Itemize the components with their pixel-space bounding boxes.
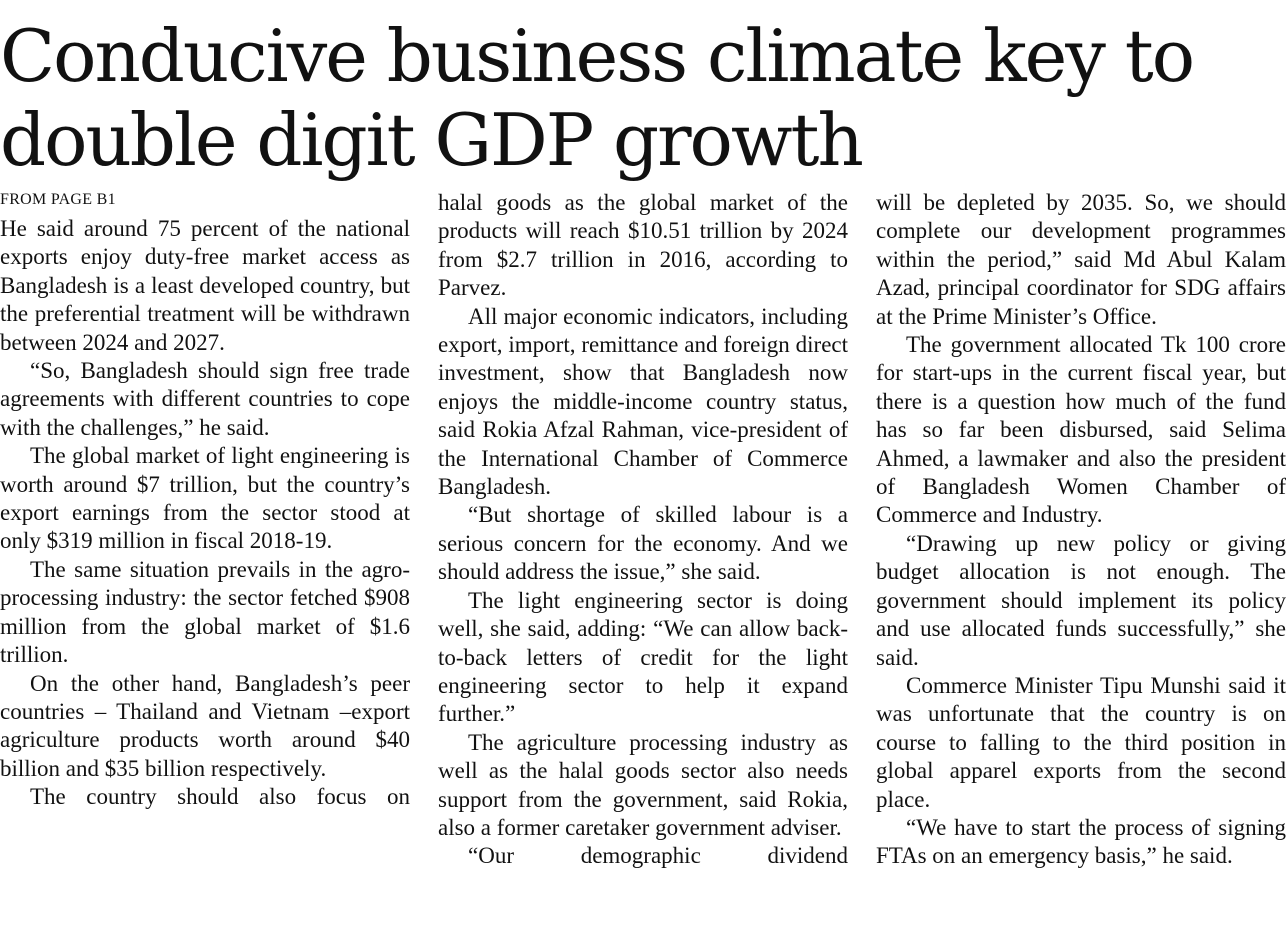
paragraph: The same situation prevails in the agro-processing industry: the sector fetched $908 million from the global market of $1.6 trillion. — [0, 556, 410, 668]
paragraph: halal goods as the global market of the products will reach $10.51 trillion by 2024 from $2.7 trillion in 2016, according to Parvez. — [438, 190, 848, 301]
paragraph: The country should also focus on — [30, 784, 410, 810]
paragraph: will be depleted by 2035. So, we should complete our development programmes within the period,” said Md Abul Kalam Azad, principal coordinator for SDG affairs at the Prime Minister’s Office. — [876, 190, 1286, 329]
paragraph: He said around 75 percent of the national exports enjoy duty-free market access as Bangladesh is a least developed country, but the preferential treatment will be withdrawn between 2024 and 2027. — [0, 216, 410, 355]
article-column-3 — [876, 189, 1286, 871]
paragraph: The global market of light engineering is worth around $7 trillion, but the country’s export earnings from the sector stood at only $319 million in fiscal 2018-19. — [0, 443, 410, 554]
paragraph: The agriculture processing industry as well as the halal goods sector also needs support from the government, said Rokia, also a former caretaker government adviser. — [438, 729, 848, 840]
article-column-2 — [438, 189, 848, 871]
paragraph: The government allocated Tk 100 crore for start-ups in the current fiscal year, but there is a question how much of the fund has so far been disbursed, said Selima Ahmed, a lawmaker and also the president of Bangladesh Women Chamber of Commerce and Industry. — [876, 332, 1286, 528]
paragraph: “We have to start the process of signing FTAs on an emergency basis,” he said. — [876, 814, 1286, 869]
paragraph: “So, Bangladesh should sign free trade agreements with different countries to cope with the challenges,” he said. — [0, 358, 410, 440]
paragraph: “But shortage of skilled labour is a serious concern for the economy. And we should address the issue,” she said. — [438, 502, 848, 585]
paragraph: On the other hand, Bangladesh’s peer countries – Thailand and Vietnam –export agriculture products worth around $40 billion and $35 billion respectively. — [0, 670, 410, 781]
article-column-1 — [0, 189, 410, 812]
paragraph: “Our demographic dividend — [468, 843, 848, 869]
headline: Conducive business climate key to double digit GDP growth — [0, 14, 1194, 182]
paragraph: Commerce Minister Tipu Munshi said it was unfortunate that the country is on course to falling to the third position in global apparel exports from the second place. — [876, 672, 1286, 812]
paragraph: All major economic indicators, including export, import, remittance and foreign direct investment, show that Bangladesh now enjoys the middle-income country status, said Rokia Afzal Rahman, vice-president of the International Chamber of Commerce Bangladesh. — [438, 303, 848, 500]
paragraph: “Drawing up new policy or giving budget allocation is not enough. The government should implement its policy and use allocated funds successfully,” she said. — [876, 530, 1286, 670]
paragraph: The light engineering sector is doing well, she said, adding: “We can allow back-to-back letters of credit for the light engineering sector to help it expand further.” — [438, 587, 848, 727]
dateline: FROM PAGE B1 — [0, 191, 116, 208]
